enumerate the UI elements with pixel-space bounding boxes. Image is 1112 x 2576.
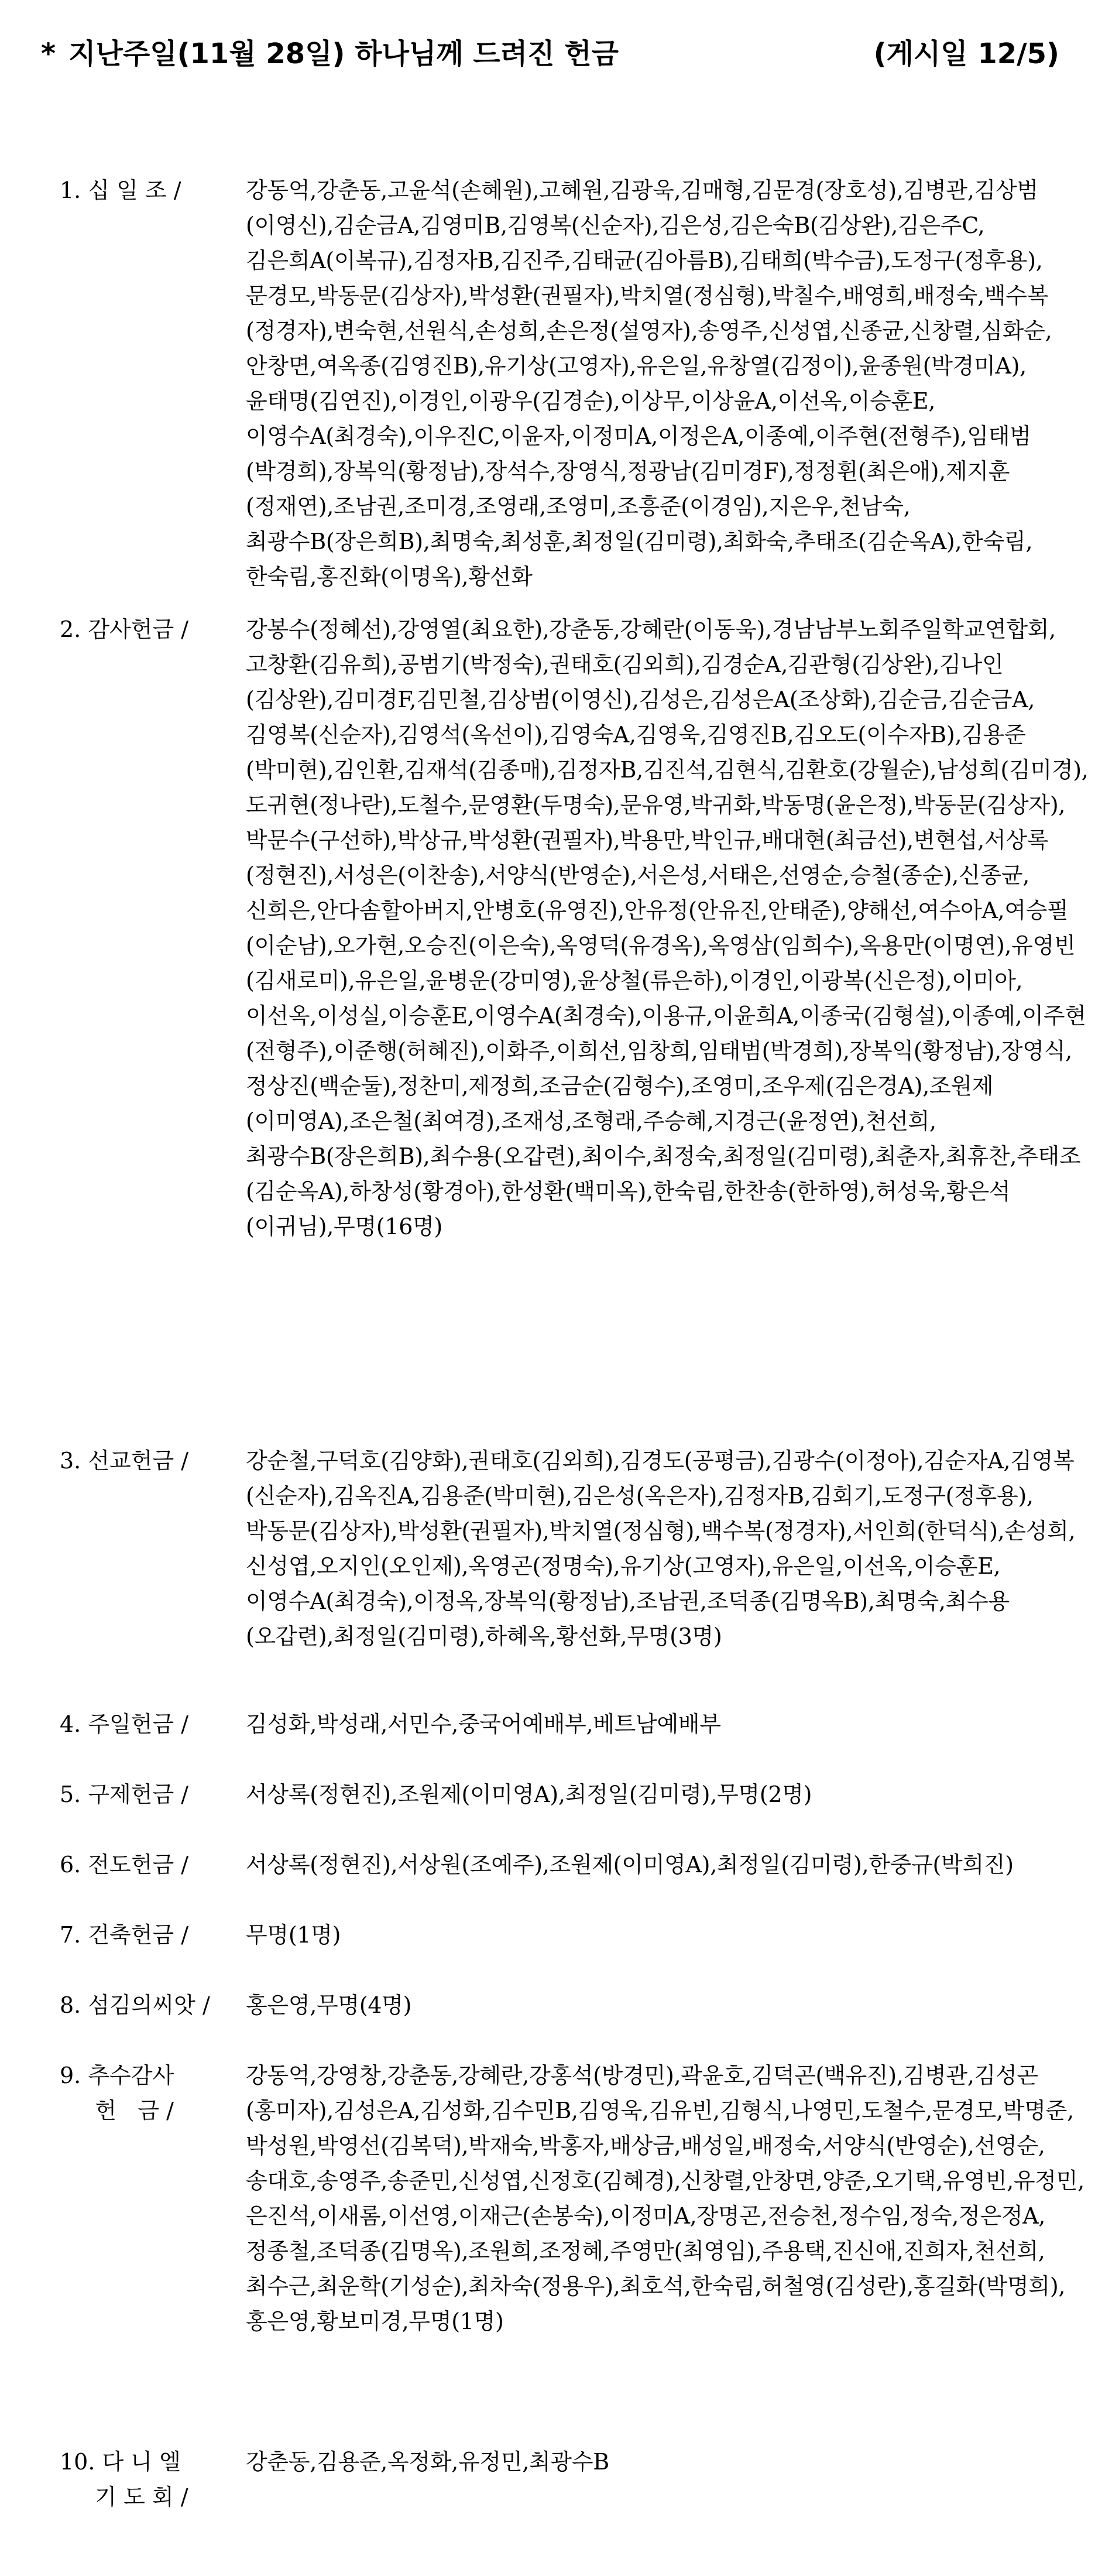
donor-list: 강순철,구덕호(김양화),권태호(김외희),김경도(공평금),김광수(이정아),김순자A,김영복(신순자),김옥진A,김용준(박미현),김은성(옥은자),김정자B,김회기,도정구(정후용),박동문(김상자),박성환(권필자),박치열(정심형),백수복(정경자),서인희(한덕식),손성희,신성엽,오지인(오인제),옥영곤(정명숙),유기상(고영자),유은일,이선옥,이승훈E,이영수A(최경숙),이정옥,장복익(황정남),조남권,조덕종(김명옥B),최명숙,최수용(오갑련),최정일(김미령),하혜옥,황선화,무명(3명) <box>246 1448 1076 1649</box>
donor-list: 홍은영,무명(4명) <box>246 1992 412 2018</box>
section-label: 6. 전도헌금 / <box>60 1852 189 1878</box>
bulletin-header <box>41 30 1071 77</box>
page-title: 지난주일(11월 28일) 하나님께 드려진 헌금 <box>68 37 619 70</box>
section-label: 5. 구제헌금 / <box>60 1782 189 1807</box>
section-label: 10. 다 니 엘 기 도 회 / <box>60 2449 188 2510</box>
donor-list: 김성화,박성래,서민수,중국어예배부,베트남예배부 <box>246 1711 721 1737</box>
donor-list: 강동억,강춘동,고윤석(손혜원),고혜원,김광욱,김매형,김문경(장호성),김병관,김상범(이영신),김순금A,김영미B,김영복(신순자),김은성,김은숙B(김상완),김은주C,김은희A(이복규),김정자B,김진주,김태균(김아름B),김태희(박수금),도정구(정후용),문경모,박동문(김상자),박성환(권필자),박치열(정심형),박칠수,배영희,배정숙,백수복(정경자),변숙현,선원식,손성희,손은정(설영자),송영주,신성엽,신종균,신창렬,심화순,안창면,여옥종(김영진B),유기상(고영자),유은일,유창열(김정이),윤종원(박경미A),윤태명(김연진),이경인,이광우(김경순),이상무,이상윤A,이선옥,이승훈E,이영수A(최경숙),이우진C,이윤자,이정미A,이정은A,이종예,이주현(전형주),임태범(박경희),장복익(황정남),장석수,장영식,정광남(김미경F),정정휜(최은애),제지훈(정재연),조남권,조미경,조영래,조영미,조흥준(이경임),지은우,천남숙,최광수B(장은희B),최명숙,최성훈,최정일(김미령),최화숙,추태조(김순옥A),한숙림,한숙림,홍진화(이명옥),황선화 <box>246 177 1052 590</box>
donor-list: 서상록(정현진),서상원(조예주),조원제(이미영A),최정일(김미령),한중규(박희진) <box>246 1852 1014 1878</box>
section-label: 3. 선교헌금 / <box>60 1448 189 1474</box>
section-label: 1. 십 일 조 / <box>60 177 181 203</box>
section-label: 4. 주일헌금 / <box>60 1711 189 1737</box>
section-label: 7. 건축헌금 / <box>60 1922 189 1948</box>
donor-list: 강동억,강영창,강춘동,강혜란,강홍석(방경민),곽윤호,김덕곤(백유진),김병관,김성곤(홍미자),김성은A,김성화,김수민B,김영욱,김유빈,김형식,나영민,도철수,문경모,박명준,박성원,박영선(김복덕),박재숙,박홍자,배상금,배성일,배정숙,서양식(반영순),선영순,송대호,송영주,송준민,신성엽,신정호(김혜경),신창렬,안창면,양준,오기택,유영빈,유정민,은진석,이새롬,이선영,이재근(손봉숙),이정미A,장명곤,전승천,정수임,정숙,정은정A,정종철,조덕종(김명옥),조원희,조정혜,주영만(최영임),주용택,진신애,진희자,천선희,최수근,최운학(기성순),최차숙(정용우),최호석,한숙림,허철영(김성란),홍길화(박명희),홍은영,황보미경,무명(1명) <box>246 2063 1084 2334</box>
donor-list: 강봉수(정혜선),강영열(최요한),강춘동,강혜란(이동욱),경남남부노회주일학교연합회,고창환(김유희),공범기(박정숙),권태호(김외희),김경순A,김관형(김상완),김나인(김상완),김미경F,김민철,김상범(이영신),김성은,김성은A(조상화),김순금,김순금A,김영복(신순자),김영석(옥선이),김영숙A,김영욱,김영진B,김오도(이수자B),김용준(박미현),김인환,김재석(김종매),김정자B,김진석,김현식,김환호(강월순),남성희(김미경),도귀현(정나란),도철수,문영환(두명숙),문유영,박귀화,박동명(윤은정),박동문(김상자),박문수(구선하),박상규,박성환(권필자),박용만,박인규,배대현(최금선),변현섭,서상록(정현진),서성은(이찬송),서양식(반영순),서은성,서태은,선영순,승철(종순),신종균,신희은,안다솜할아버지,안병호(유영진),안유정(안유진,안태준),양해선,여수아A,여승필(이순남),오가현,오승진(이은숙),옥영덕(유경옥),옥영삼(임희수),옥용만(이명연),유영빈(김새로미),유은일,윤병운(강미영),윤상철(류은하),이경인,이광복(신은정),이미아,이선옥,이성실,이승훈E,이영수A(최경숙),이용규,이윤희A,이종국(김형설),이종예,이주현(전형주),이준행(허혜진),이화주,이희선,임창희,임태범(박경희),장복익(황정남),장영식,정상진(백순둘),정찬미,제정희,조금순(김형수),조영미,조우제(김은경A),조원제(이미영A),조은철(최여경),조재성,조형래,주승혜,지경근(윤정연),천선희,최광수B(장은희B),최수용(오갑련),최이수,최정숙,최정일(김미령),최춘자,최휴찬,추태조(김순옥A),하창성(황경아),한성환(백미옥),한숙림,한찬송(한하영),허성욱,황은석(이귀님),무명(16명) <box>246 616 1089 1239</box>
section-label: 9. 추수감사 헌 금 / <box>60 2063 174 2123</box>
donor-list: 강춘동,김용준,옥정화,유정민,최광수B <box>246 2449 609 2475</box>
posted-date: (게시일 12/5) <box>873 37 1059 70</box>
section-label: 8. 섬김의씨앗 / <box>60 1992 210 2018</box>
donor-list: 서상록(정현진),조원제(이미영A),최정일(김미령),무명(2명) <box>246 1782 812 1807</box>
section-label: 2. 감사헌금 / <box>60 616 189 642</box>
star-bullet-icon: * <box>41 37 56 70</box>
donor-list: 무명(1명) <box>246 1922 341 1948</box>
